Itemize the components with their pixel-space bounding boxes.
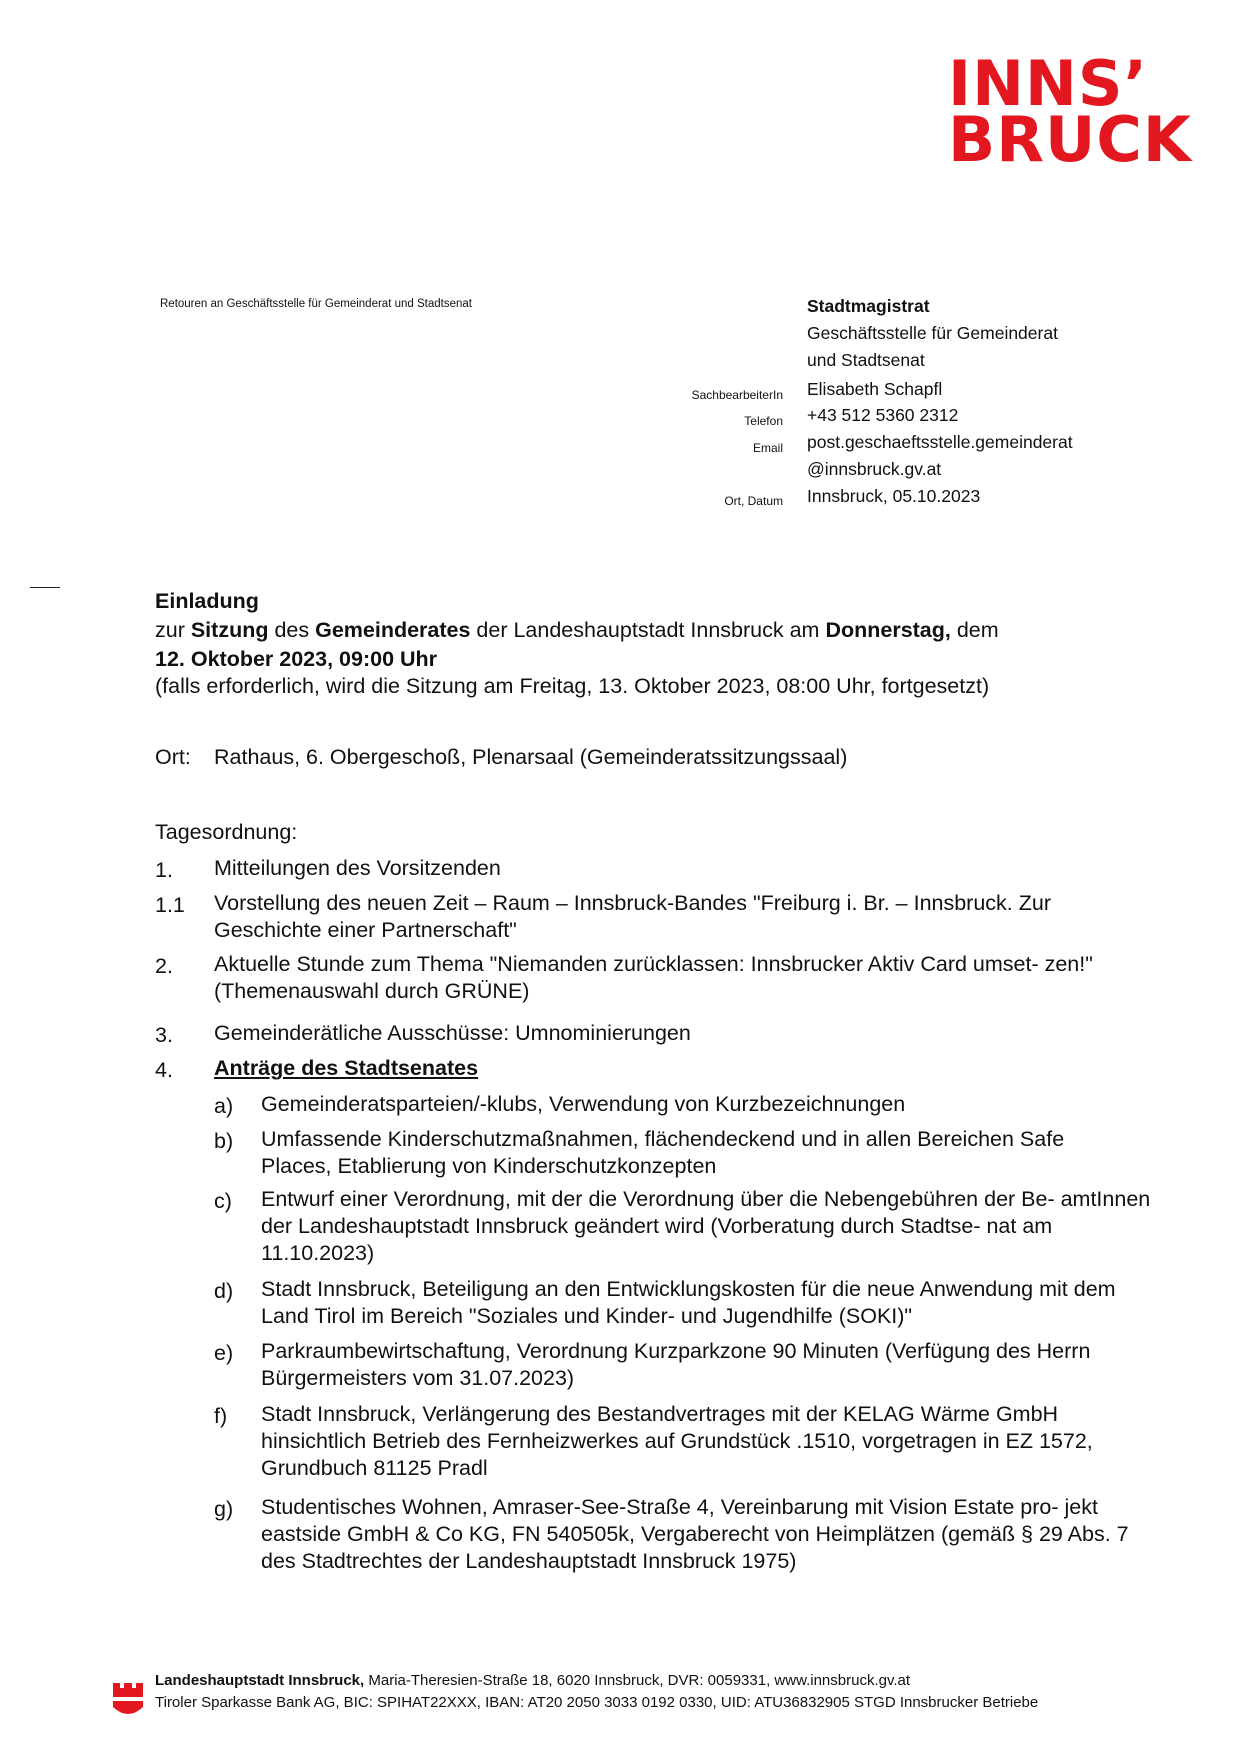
email-label: Email [752, 441, 783, 455]
subitem-text: Studentisches Wohnen, Amraser-See-Straße 4, Vereinbarung mit Vision Estate pro- jekt eastside GmbH & Co KG, FN 540505k, Vergaberecht von Heimplätzen (gemäß § 29 Abs. 7 des Stadtrechtes der Landeshauptstadt Innsbruck 1975) [261, 1495, 1129, 1573]
clerk-label: SachbearbeiterIn [691, 388, 783, 402]
agenda-num: 4. [155, 1058, 173, 1082]
agenda-text: Vorstellung des neuen Zeit – Raum – Innsbruck-Bandes "Freiburg i. Br. – Innsbruck. Zur Geschichte einer Partnerschaft" [214, 891, 1051, 942]
subitem-letter: a) [214, 1094, 234, 1118]
fold-mark [30, 587, 60, 588]
agenda-text: Aktuelle Stunde zum Thema "Niemanden zurücklassen: Innsbrucker Aktiv Card umset- zen!" (Themenauswahl durch GRÜNE) [214, 952, 1093, 1003]
footer-org: Landeshauptstadt Innsbruck, [155, 1672, 365, 1689]
city-crest-icon [111, 1681, 145, 1719]
sender-office-1: Geschäftsstelle für Gemeinderat [807, 323, 1058, 343]
agenda-num: 1. [155, 858, 173, 882]
agenda-text: Anträge des Stadtsenates [214, 1056, 479, 1080]
innsbruck-logo [948, 47, 1192, 176]
invitation-heading: Einladung [155, 589, 259, 613]
agenda-num: 2. [155, 954, 173, 978]
subitem-text: Umfassende Kinderschutzmaßnahmen, flächendeckend und in allen Bereichen Safe Places, Etablierung von Kinderschutzkonzepten [261, 1127, 1065, 1178]
text-part-bold: Donnerstag, [825, 618, 951, 642]
sender-dept: Stadtmagistrat [807, 296, 930, 316]
invitation-continuation: (falls erforderlich, wird die Sitzung am Freitag, 13. Oktober 2023, 08:00 Uhr, fortgesetzt) [155, 674, 990, 698]
email-value-1: post.geschaeftsstelle.gemeinderat [807, 432, 1073, 452]
text-part-bold: Sitzung [190, 618, 269, 642]
invitation-datetime: 12. Oktober 2023, 09:00 Uhr [155, 647, 438, 671]
subitem-text: Stadt Innsbruck, Verlängerung des Bestandvertrages mit der KELAG Wärme GmbH hinsichtlich Betrieb des Fernheizwerkes auf Grundstück .1510, vorgetragen in EZ 1572, Grundbuch 81125 Pradl [261, 1402, 1093, 1480]
email-value-2: @innsbruck.gv.at [807, 459, 942, 479]
text-part-bold: Gemeinderates [315, 618, 471, 642]
subitem-text: Parkraumbewirtschaftung, Verordnung Kurzparkzone 90 Minuten (Verfügung des Herrn Bürgermeisters vom 31.07.2023) [261, 1339, 1091, 1390]
subitem-text: Stadt Innsbruck, Beteiligung an den Entwicklungskosten für die neue Anwendung mit dem Land Tirol im Bereich "Soziales und Kinder- und Jugendhilfe (SOKI)" [261, 1277, 1116, 1328]
clerk-name: Elisabeth Schapfl [807, 379, 943, 399]
phone-label: Telefon [744, 414, 783, 428]
place-label: Ort: [155, 745, 191, 769]
text-part: der Landeshauptstadt Innsbruck am [470, 618, 826, 642]
logo-line-1: INNS’ [948, 47, 1149, 120]
subitem-letter: b) [214, 1129, 234, 1153]
footer-line-2: Tiroler Sparkasse Bank AG, BIC: SPIHAT22XXX, IBAN: AT20 2050 3033 0192 0330, UID: ATU36832905 STGD Innsbrucker Betriebe [155, 1694, 1039, 1711]
subitem-text: Entwurf einer Verordnung, mit der die Verordnung über die Nebengebühren der Be- amtInnen der Landeshauptstadt Innsbruck geändert wird (Vorberatung durch Stadtse- nat am 11.10.2023) [261, 1187, 1151, 1265]
agenda-num: 3. [155, 1023, 173, 1047]
return-address: Retouren an Geschäftsstelle für Gemeinderat und Stadtsenat [160, 298, 472, 310]
place-date-label: Ort, Datum [724, 494, 783, 508]
agenda-title: Tagesordnung: [155, 820, 298, 844]
footer-line-1 [155, 1672, 910, 1689]
subitem-letter: g) [214, 1497, 234, 1521]
subitem-letter: d) [214, 1279, 234, 1303]
logo-line-2: BRUCK [948, 103, 1192, 176]
phone-value: +43 512 5360 2312 [807, 405, 959, 425]
subitem-letter: c) [214, 1189, 232, 1213]
invitation-line [155, 618, 999, 643]
subitem-letter: e) [214, 1341, 234, 1365]
subitem-text: Gemeinderatsparteien/-klubs, Verwendung von Kurzbezeichnungen [261, 1092, 906, 1116]
footer-address: Maria-Theresien-Straße 18, 6020 Innsbruck, DVR: 0059331, www.innsbruck.gv.at [364, 1672, 911, 1689]
place-date-value: Innsbruck, 05.10.2023 [807, 486, 981, 506]
agenda-text: Gemeinderätliche Ausschüsse: Umnominierungen [214, 1021, 691, 1045]
agenda-text: Mitteilungen des Vorsitzenden [214, 856, 501, 880]
sender-office-2: und Stadtsenat [807, 350, 925, 370]
text-part: zur [155, 618, 191, 642]
agenda-num: 1.1 [155, 893, 185, 917]
text-part: dem [950, 618, 999, 642]
place-value: Rathaus, 6. Obergeschoß, Plenarsaal (Gemeinderatssitzungssaal) [214, 745, 848, 769]
text-part: des [268, 618, 316, 642]
subitem-letter: f) [214, 1404, 228, 1428]
